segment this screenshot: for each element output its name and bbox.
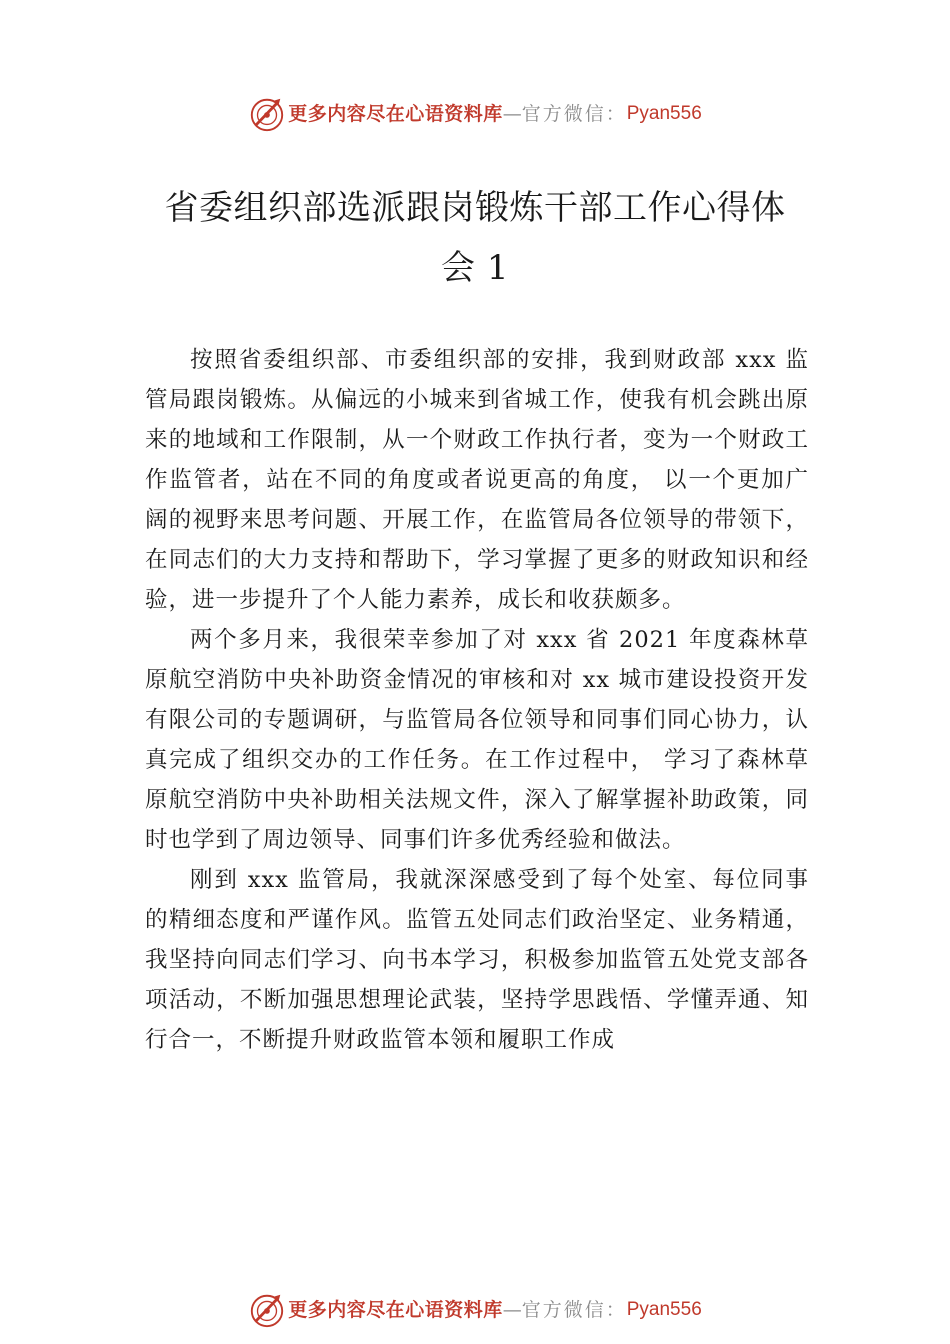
footer-banner	[0, 1290, 950, 1330]
banner-wechat-id: Pyan556	[626, 1299, 702, 1320]
paragraph: 按照省委组织部、市委组织部的安排，我到财政部 xxx 监管局跟岗锻炼。从偏远的小城来到省城工作，使我有机会跳出原来的地域和工作限制，从一个财政工作执行者，变为一个财政工作监管者，站在不同的角度或者说更高的角度， 以一个更加广阔的视野来思考问题、开展工作，在监管局各位领导的带领下，在同志们的大力支持和帮助下，学习掌握了更多的财政知识和经验，进一步提升了个人能力素养，成长和收获颇多。	[145, 347, 809, 613]
logo-icon	[248, 95, 286, 133]
banner-text: 更多内容尽在心语资料库	[288, 103, 503, 125]
banner-text: 更多内容尽在心语资料库	[288, 1299, 503, 1321]
banner-wechat-label: 官方微信：	[521, 1299, 627, 1321]
logo-icon	[248, 1291, 286, 1329]
paragraph: 刚到 xxx 监管局，我就深深感受到了每个处室、每位同事的精细态度和严谨作风。监管五处同志们政治坚定、业务精通，我坚持向同志们学习、向书本学习，积极参加监管五处党支部各项活动，不断加强思想理论武装，坚持学思践悟、学懂弄通、知行合一，不断提升财政监管本领和履职工作成	[145, 867, 809, 1053]
banner-dash: —	[502, 103, 522, 125]
document-body	[145, 340, 809, 1060]
banner-wechat-label: 官方微信：	[521, 103, 627, 125]
document-title: 省委组织部选派跟岗锻炼干部工作心得体会 1	[164, 188, 786, 288]
banner-dash: —	[502, 1299, 522, 1321]
header-banner	[0, 94, 950, 134]
banner-wechat-id: Pyan556	[626, 103, 702, 124]
paragraph: 两个多月来，我很荣幸参加了对 xxx 省 2021 年度森林草原航空消防中央补助资金情况的审核和对 xx 城市建设投资开发有限公司的专题调研，与监管局各位领导和同事们同心协力，认真完成了组织交办的工作任务。在工作过程中， 学习了森林草原航空消防中央补助相关法规文件，深入了解掌握补助政策，同时也学到了周边领导、同事们许多优秀经验和做法。	[145, 627, 809, 853]
